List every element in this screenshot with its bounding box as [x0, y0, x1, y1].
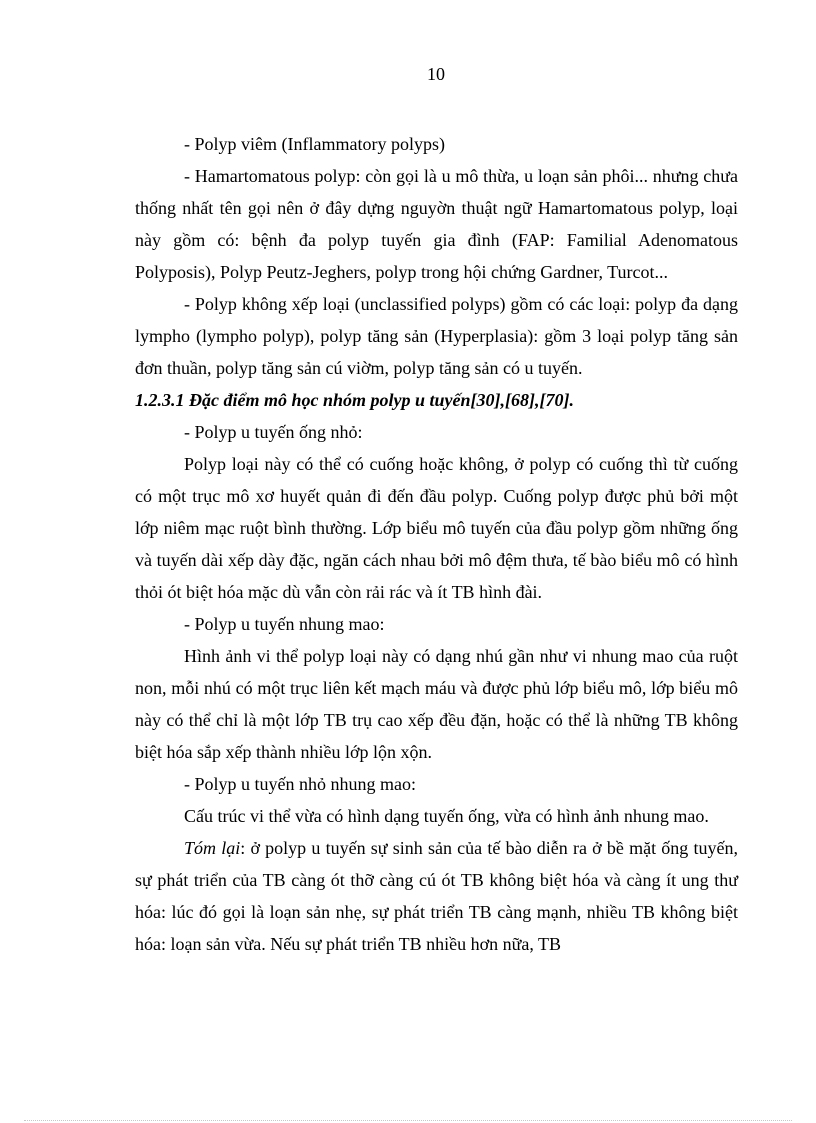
paragraph-inflammatory-polyps: - Polyp viêm (Inflammatory polyps)	[184, 134, 445, 154]
paragraph-tubulovillous-adenoma-title: - Polyp u tuyến nhỏ nhung mao:	[184, 774, 416, 794]
paragraph-tubular-adenoma-description: Polyp loại này có thể có cuống hoặc không, ở polyp có cuống thì từ cuống có một trục mô xơ huyết quản đi đến đầu polyp. Cuống polyp được phủ bởi một lớp niêm mạc ruột bình thường. Lớp biểu mô tuyến của đầu polyp gồm những ống và tuyến dài xếp dày đặc, ngăn cách nhau bởi mô đệm thưa, tế bào biểu mô có hình thỏi ót biệt hóa mặc dù vẫn còn rải rác và ít TB hình đài.	[135, 454, 738, 602]
paragraph-villous-adenoma-title: - Polyp u tuyến nhung mao:	[184, 614, 385, 634]
paragraph-tubular-adenoma-title: - Polyp u tuyến ống nhỏ:	[184, 422, 363, 442]
paragraph-hamartomatous-polyp: - Hamartomatous polyp: còn gọi là u mô thừa, u loạn sản phôi... nhưng chưa thống nhất tên gọi nên ở đây dựng nguyờn thuật ngữ Hamartomatous polyp, loại này gồm có: bệnh đa polyp tuyến gia đình (FAP: Familial Adenomatous Polyposis), Polyp Peutz-Jeghers, polyp trong hội chứng Gardner, Turcot...	[135, 166, 738, 282]
section-heading: 1.2.3.1 Đặc điểm mô học nhóm polyp u tuyến[30],[68],[70].	[135, 390, 574, 410]
paragraph-unclassified-polyps: - Polyp không xếp loại (unclassified polyps) gồm có các loại: polyp đa dạng lympho (lympho polyp), polyp tăng sản (Hyperplasia): gồm 3 loại polyp tăng sản đơn thuần, polyp tăng sản cú viờm, polyp tăng sản có u tuyến.	[135, 294, 738, 378]
summary-term: Tóm lại	[184, 838, 241, 858]
summary-text: : ở polyp u tuyến sự sinh sản của tế bào diễn ra ở bề mặt ống tuyến, sự phát triển của TB càng ót thỡ càng cú ót TB không biệt hóa và càng ít ung thư hóa: lúc đó gọi là loạn sản nhẹ, sự phát triển TB càng mạnh, nhiều TB không biệt hóa: loạn sản vừa. Nếu sự phát triển TB nhiều hơn nữa, TB	[135, 838, 738, 954]
paragraph-villous-adenoma-description: Hình ảnh vi thể polyp loại này có dạng nhú gần như vi nhung mao của ruột non, mỗi nhú có một trục liên kết mạch máu và được phủ lớp biểu mô, lớp biểu mô này có thể chỉ là một lớp TB trụ cao xếp đều đặn, hoặc có thể là những TB không biệt hóa sắp xếp thành nhiều lớp lộn xộn.	[135, 646, 738, 762]
paragraph-summary	[135, 832, 738, 960]
page-number: 10	[427, 64, 445, 84]
body-text	[135, 128, 738, 960]
page-bottom-border	[24, 1120, 792, 1121]
paragraph-tubulovillous-adenoma-description: Cấu trúc vi thể vừa có hình dạng tuyến ống, vừa có hình ảnh nhung mao.	[184, 806, 709, 826]
